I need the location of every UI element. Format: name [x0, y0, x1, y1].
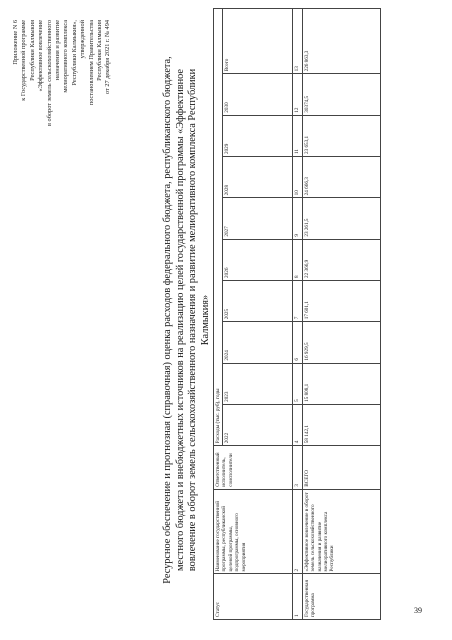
name-cell: «Эффективное вовлечение в оборот земель сельскохозяйственного назначения и развитие мелиоративного комплекса Республики	[302, 489, 380, 574]
column-number-row	[293, 9, 302, 620]
appendix-line: «Эффективное вовлечение	[37, 20, 45, 92]
appendix-line: Республики Калмыкия	[96, 20, 104, 81]
year-cell: 2029	[223, 115, 293, 156]
appendix-line: постановлением Правительства	[87, 20, 95, 106]
page-number: 39	[414, 606, 422, 615]
column-number: 10	[293, 157, 302, 198]
heading-line: Калмыкия»	[199, 294, 211, 346]
table-row	[302, 9, 380, 620]
column-number: 8	[293, 239, 302, 280]
column-number: 3	[293, 446, 302, 489]
appendix-line: Республики Калмыкия	[28, 20, 36, 81]
budget-table	[213, 8, 381, 620]
appendix-line: Республики Калмыкия»,	[70, 20, 78, 86]
column-number: 4	[293, 404, 302, 445]
column-number: 11	[293, 115, 302, 156]
column-number: 1	[293, 574, 302, 620]
header-status: Статус	[214, 574, 293, 620]
value-cell: 23 261,5	[302, 198, 380, 239]
appendix-line: от 27 декабря 2021 г. № 494	[104, 20, 112, 95]
heading-line: Ресурсное обеспечение и прогнозная (справочная) оценка расходов федерального бюджета, республиканского бюджета,	[162, 56, 173, 584]
year-cell: 2027	[223, 198, 293, 239]
column-number: 12	[293, 74, 302, 115]
appendix-block	[12, 20, 113, 180]
value-cell: 24 666,3	[302, 157, 380, 198]
value-cell: 30374,5	[302, 74, 380, 115]
appendix-line: мелиоративного комплекса	[62, 20, 70, 93]
table-header-row	[214, 9, 223, 620]
year-cell: 2028	[223, 157, 293, 198]
appendix-line: к Государственной программе	[20, 20, 28, 101]
year-cell: Всего	[223, 9, 293, 74]
header-name: Наименование государственной программы, республиканской целевой программы, подпрограммы, основного мероприятия	[214, 489, 293, 574]
column-number: 2	[293, 489, 302, 574]
year-cell: 2030	[223, 74, 293, 115]
value-cell: 226 863,3	[302, 9, 380, 74]
year-cell: 2024	[223, 322, 293, 363]
value-cell: 16 929,5	[302, 322, 380, 363]
year-cell: 2023	[223, 363, 293, 404]
appendix-line: в оборот земель сельскохозяйственного	[45, 20, 53, 126]
appendix-line: утвержденной	[79, 20, 87, 59]
column-number: 13	[293, 9, 302, 74]
heading-line: местного бюджета и внебюджетных источников на реализацию целей государственной программы «Эффективное	[174, 69, 186, 571]
column-number: 7	[293, 280, 302, 321]
responsible-cell: ВСЕГО	[302, 446, 380, 489]
appendix-line: Приложение N 6	[12, 20, 19, 65]
document-heading	[162, 20, 212, 620]
header-responsible: Ответственный исполнитель, соисполнители	[214, 446, 293, 489]
value-cell: 15 808,1	[302, 363, 380, 404]
column-number: 6	[293, 322, 302, 363]
appendix-line: назначения и развитие	[54, 20, 62, 81]
header-expenses: Расходы (тыс. руб), годы	[214, 9, 223, 446]
column-number: 5	[293, 363, 302, 404]
value-cell: 23 653,1	[302, 115, 380, 156]
heading-line: вовлечение в оборот земель сельскохозяйственного назначения и развитие мелиоративного комплекса Республики	[187, 68, 199, 572]
year-cell: 2022	[223, 404, 293, 445]
year-cell: 2026	[223, 239, 293, 280]
value-cell: 22 366,9	[302, 239, 380, 280]
value-cell: 58 142,1	[302, 404, 380, 445]
column-number: 9	[293, 198, 302, 239]
value-cell: 17 601,1	[302, 280, 380, 321]
status-cell: Государственная программа	[302, 574, 380, 620]
year-cell: 2025	[223, 280, 293, 321]
